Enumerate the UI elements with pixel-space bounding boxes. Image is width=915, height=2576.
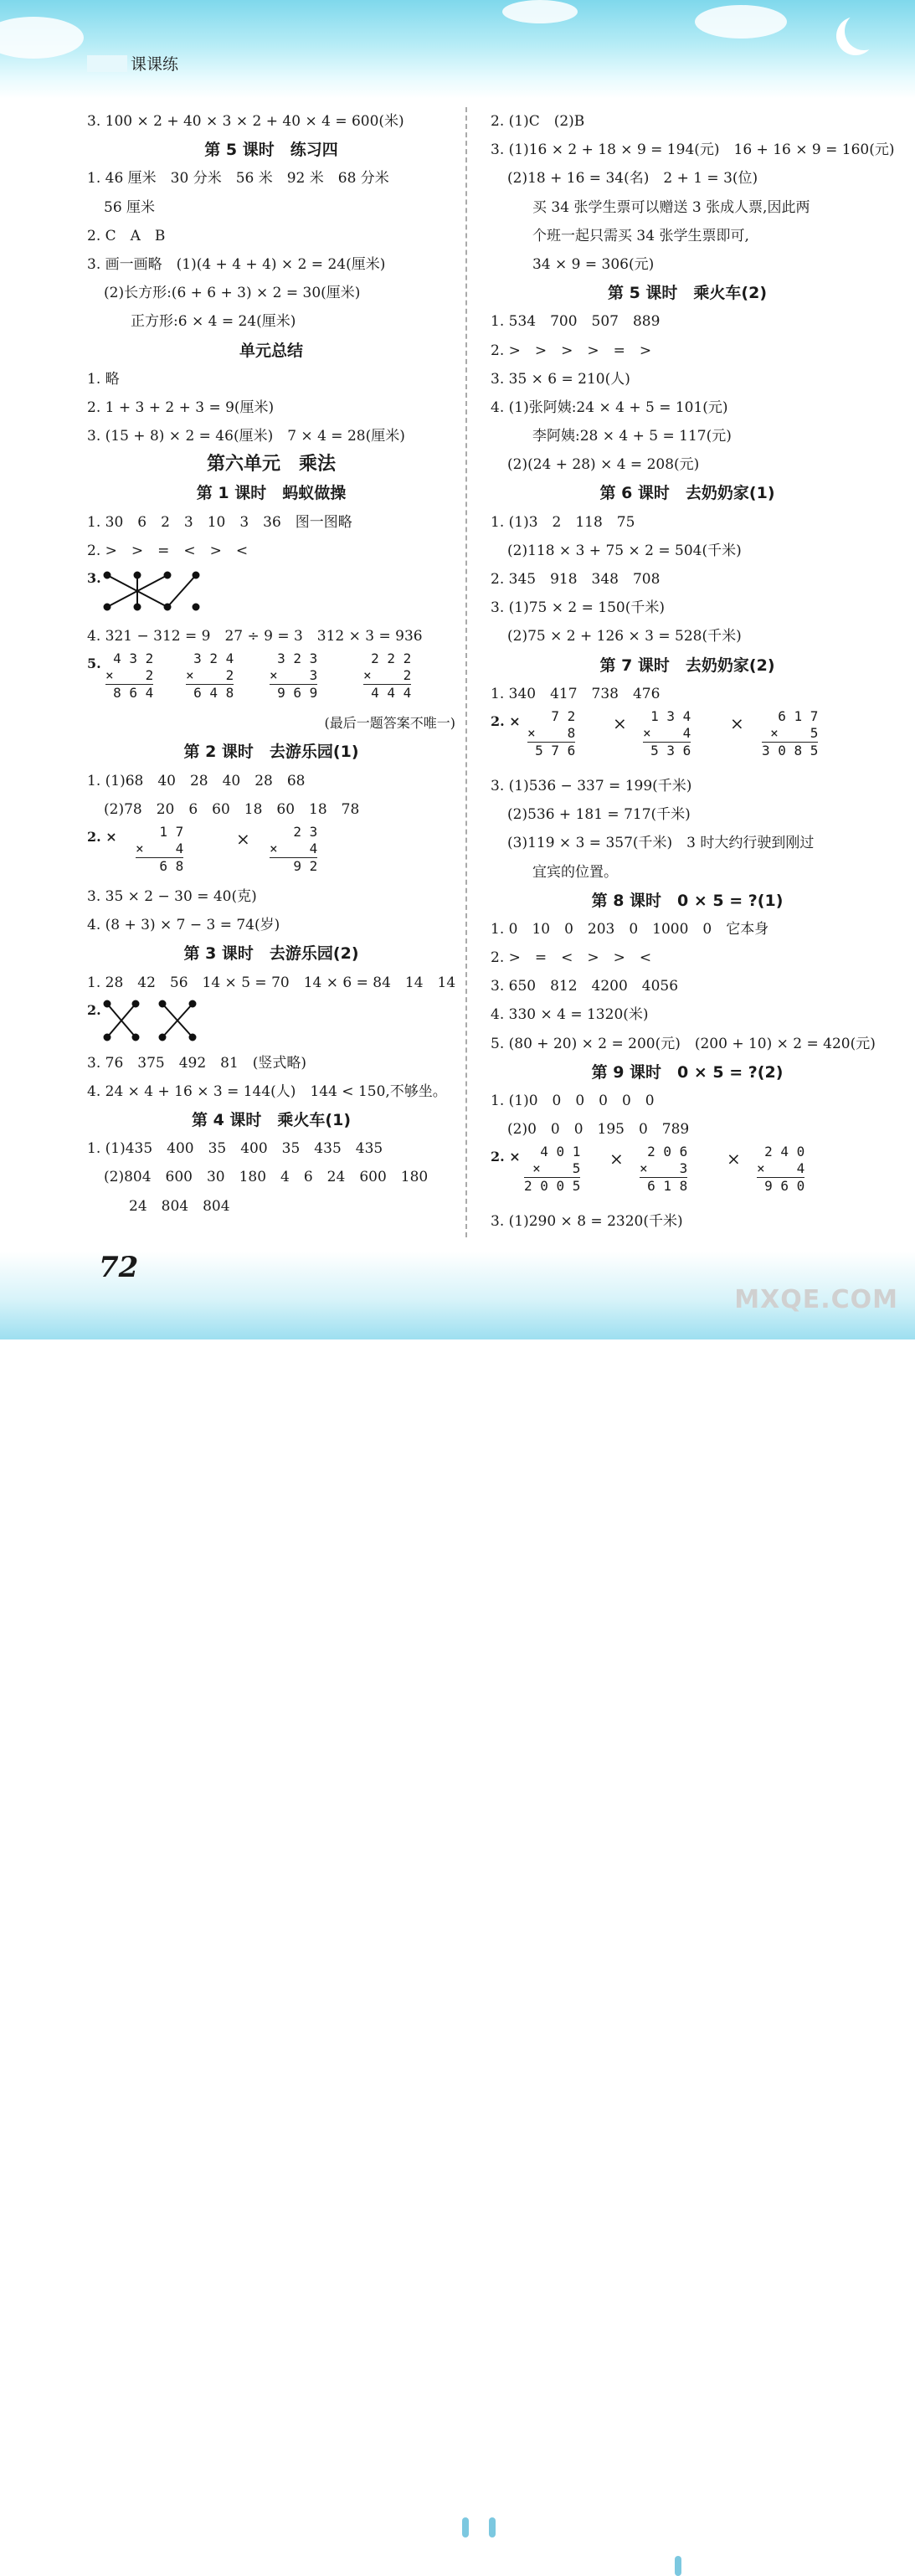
- brand-logo-icon: [87, 55, 127, 72]
- answer-line: 1. 46 厘米 30 分米 56 米 92 米 68 分米: [87, 170, 389, 188]
- column-divider: [465, 107, 467, 1237]
- multiplier-row: [270, 667, 317, 684]
- wrong-mark-icon: ×: [730, 712, 744, 733]
- vertical-multiplication: [762, 708, 818, 759]
- answer-line: 4. 24 × 4 + 16 × 3 = 144(人) 144 < 150,不够坐。: [87, 1082, 447, 1100]
- answer-line: (2)75 × 2 + 126 × 3 = 528(千米): [507, 628, 742, 645]
- section-heading: 第 5 课时 乘火车(2): [607, 284, 768, 303]
- vertical-multiplication-q2-lesson9: [491, 1144, 884, 1207]
- multiplier: 4: [175, 840, 184, 856]
- cloud-decoration: [502, 0, 578, 23]
- answer-line: 3. (1)16 × 2 + 18 × 9 = 194(元) 16 + 16 × 9 = 160(元): [491, 141, 895, 159]
- wrong-mark-icon: ×: [236, 828, 250, 849]
- multiplier-row: [640, 1160, 687, 1177]
- times-icon: ×: [186, 667, 194, 684]
- product: 3 0 8 5: [762, 742, 819, 758]
- vertical-multiplication: [363, 650, 411, 702]
- answer-line: 2. > > > > = >: [491, 342, 652, 359]
- moon-icon: [845, 12, 883, 50]
- section-heading: 第 9 课时 0 × 5 = ?(2): [591, 1062, 784, 1082]
- multiplier-row: [524, 1160, 580, 1177]
- tree-icon: [489, 2517, 496, 2537]
- answer-line: 正方形:6 × 4 = 24(厘米): [131, 313, 296, 331]
- answer-line: (2)0 0 0 195 0 789: [507, 1121, 690, 1139]
- cloud-decoration: [0, 17, 84, 59]
- multiplier: 3: [679, 1160, 688, 1177]
- section-heading: 第 5 课时 练习四: [204, 141, 338, 160]
- section-heading: 第 4 课时 乘火车(1): [191, 1111, 352, 1130]
- multiplier: 2: [403, 667, 412, 684]
- product: 8 6 4: [105, 684, 153, 702]
- wrong-mark-icon: ×: [727, 1149, 741, 1170]
- section-heading: 第 8 课时 0 × 5 = ?(1): [591, 891, 784, 910]
- times-icon: ×: [640, 1160, 648, 1177]
- matching-diagram-q2: [87, 997, 455, 1049]
- times-icon: ×: [363, 667, 372, 684]
- answer-line: 4. 321 − 312 = 9 27 ÷ 9 = 3 312 × 3 = 936: [87, 628, 423, 645]
- section-heading: 第 3 课时 去游乐园(2): [183, 944, 359, 964]
- times-icon: ×: [527, 724, 536, 741]
- multiplier-row: [527, 725, 575, 742]
- brand-text: 课课练: [131, 55, 179, 74]
- answer-line: 56 厘米: [104, 198, 156, 216]
- multiplier: 4: [309, 840, 318, 856]
- section-heading: 第六单元 乘法: [206, 454, 336, 476]
- answer-line: (2)(24 + 28) × 4 = 208(元): [507, 456, 700, 474]
- section-heading: 第 2 课时 去游乐园(1): [183, 743, 359, 762]
- answer-line: 1. (1)435 400 35 400 35 435 435: [87, 1140, 383, 1158]
- multiplier: 2: [145, 667, 154, 684]
- times-icon: ×: [757, 1160, 765, 1177]
- answer-line: 5. (80 + 20) × 2 = 200(元) (200 + 10) × 2 = 420(元): [491, 1035, 876, 1052]
- right-column: [491, 107, 895, 1237]
- answer-line: 2. > = < > > <: [491, 949, 652, 967]
- vertical-multiplication: [186, 650, 234, 702]
- answer-line: (2)长方形:(6 + 6 + 3) × 2 = 30(厘米): [104, 285, 361, 302]
- answer-line: 4. (8 + 3) × 7 − 3 = 74(岁): [87, 917, 280, 934]
- multiplicand: 2 2 2: [371, 650, 412, 667]
- left-section-2: [87, 738, 455, 824]
- tree-icon: [675, 2556, 681, 2576]
- answer-line: 宜宾的位置。: [532, 863, 618, 881]
- section-heading: 单元总结: [239, 341, 303, 360]
- multiplier: 3: [309, 667, 318, 684]
- left-section-3: [87, 882, 455, 997]
- multiplier-row: [186, 667, 234, 684]
- answer-line: (2)18 + 16 = 34(名) 2 + 1 = 3(位): [507, 170, 758, 188]
- multiplicand: 1 7: [159, 823, 184, 840]
- multiplicand: 7 2: [551, 707, 576, 724]
- multiplier: 5: [810, 724, 819, 741]
- answer-line: 4. (1)张阿姨:24 × 4 + 5 = 101(元): [491, 398, 728, 416]
- answer-line: 1. 30 6 2 3 10 3 36 图一图略: [87, 513, 352, 531]
- right-section-2: [491, 772, 884, 1144]
- vertical-multiplication: [524, 1144, 580, 1195]
- product: 9 6 9: [270, 684, 317, 702]
- matching-diagram-q3: [87, 565, 455, 622]
- multiplicand: 2 0 6: [647, 1144, 688, 1160]
- product: 6 4 8: [186, 684, 234, 702]
- multiplicand: 3 2 4: [193, 650, 234, 667]
- question-label: 2.: [87, 1001, 101, 1018]
- multiplier: 8: [567, 724, 576, 741]
- multiplier-row: [363, 667, 411, 684]
- answer-line: (2)78 20 6 60 18 60 18 78: [104, 800, 360, 818]
- answer-line: 1. 28 42 56 14 × 5 = 70 14 × 6 = 84 14 14: [87, 974, 456, 991]
- multiplier-row: [136, 841, 183, 857]
- multiplicand: 4 0 1: [540, 1144, 581, 1160]
- answer-line: (2)118 × 3 + 75 × 2 = 504(千米): [507, 542, 742, 559]
- vertical-multiplication: [757, 1144, 804, 1195]
- vertical-multiplication: [270, 824, 317, 875]
- answer-line: 1. (1)3 2 118 75: [491, 513, 635, 531]
- product: 9 6 0: [757, 1177, 804, 1195]
- left-section-1: [87, 107, 455, 565]
- answer-line: 买 34 张学生票可以赠送 3 张成人票,因此两: [532, 198, 810, 216]
- multiplier-row: [270, 841, 317, 857]
- left-section-4: [87, 1049, 455, 1221]
- right-section-1: [491, 107, 895, 708]
- answer-line: 3. 76 375 492 81 (竖式略): [87, 1054, 307, 1072]
- right-section-3: [491, 1207, 884, 1236]
- watermark: MXQE.COM: [734, 1285, 898, 1314]
- multiplier: 4: [682, 724, 691, 741]
- multiplicand: 2 3: [293, 823, 318, 840]
- cross-lines-icon: [102, 999, 211, 1042]
- answer-line: 1. 略: [87, 370, 120, 388]
- answer-line: 3. 35 × 2 − 30 = 40(克): [87, 887, 257, 905]
- question-label: 2. ×: [87, 828, 117, 845]
- answer-line: 3. 35 × 6 = 210(人): [491, 370, 630, 388]
- answer-line: 3. 650 812 4200 4056: [491, 978, 679, 995]
- multiplicand: 6 1 7: [778, 707, 819, 724]
- header-banner: [0, 0, 915, 99]
- answer-line: 2. (1)C (2)B: [491, 113, 585, 130]
- multiplier-row: [757, 1160, 804, 1177]
- matching-lines-icon: [102, 568, 211, 612]
- vertical-multiplication-q2: [87, 824, 455, 882]
- product: 5 7 6: [527, 742, 575, 759]
- brand-title: [87, 52, 178, 75]
- times-icon: ×: [105, 667, 114, 684]
- answer-line: 2. 1 + 3 + 2 + 3 = 9(厘米): [87, 398, 275, 416]
- answer-line: 1. (1)68 40 28 40 28 68: [87, 772, 306, 789]
- product: 6 8: [136, 857, 183, 875]
- question-label: 3.: [87, 570, 101, 586]
- product: 2 0 0 5: [524, 1178, 581, 1195]
- answer-line: 李阿姨:28 × 4 + 5 = 117(元): [532, 428, 732, 445]
- answer-line: 34 × 9 = 306(元): [532, 255, 655, 273]
- answer-line: 个班一起只需买 34 张学生票即可,: [532, 227, 749, 244]
- answer-line: 2. 345 918 348 708: [491, 571, 661, 588]
- question-label: 2. ×: [491, 1149, 521, 1165]
- answer-note: (最后一题答案不唯一): [324, 715, 455, 732]
- answer-line: (2)804 600 30 180 4 6 24 600 180: [104, 1169, 429, 1186]
- answer-line: 3. (1)290 × 8 = 2320(千米): [491, 1213, 683, 1231]
- multiplier-row: [643, 725, 691, 742]
- answer-line: 4. 330 × 4 = 1320(米): [491, 1006, 649, 1024]
- multiplicand: 2 4 0: [764, 1144, 805, 1160]
- vertical-multiplication: [270, 650, 317, 702]
- answer-line: 2. C A B: [87, 227, 166, 244]
- vertical-multiplication-q2-lesson7: [491, 708, 884, 772]
- multiplier: 4: [796, 1160, 805, 1177]
- vertical-multiplication-q5: [87, 650, 455, 709]
- section-heading: 第 6 课时 去奶奶家(1): [599, 484, 775, 503]
- answer-line: 24 804 804: [129, 1197, 230, 1215]
- question-label: 5.: [87, 656, 101, 672]
- answer-line: 1. 534 700 507 889: [491, 313, 661, 331]
- answer-line: (3)119 × 3 = 357(千米) 3 时大约行驶到刚过: [507, 835, 815, 852]
- product: 4 4 4: [363, 684, 411, 702]
- multiplier-row: [762, 725, 818, 742]
- answer-line: 3. 画一画略 (1)(4 + 4 + 4) × 2 = 24(厘米): [87, 255, 386, 273]
- product: 9 2: [270, 857, 317, 875]
- times-icon: ×: [532, 1160, 541, 1177]
- tree-icon: [462, 2517, 469, 2537]
- vertical-multiplication: [136, 824, 183, 875]
- vertical-multiplication: [640, 1144, 687, 1195]
- vertical-multiplication: [527, 708, 575, 759]
- answer-line: (2)536 + 181 = 717(千米): [507, 806, 691, 824]
- multiplier: 5: [572, 1160, 581, 1177]
- times-icon: ×: [643, 724, 651, 741]
- times-icon: ×: [136, 840, 144, 856]
- answer-line: 3. (15 + 8) × 2 = 46(厘米) 7 × 4 = 28(厘米): [87, 428, 405, 445]
- answer-line: 2. > > = < > <: [87, 542, 249, 559]
- multiplicand: 3 2 3: [277, 650, 318, 667]
- multiplier: 2: [225, 667, 234, 684]
- vertical-multiplication: [643, 708, 691, 759]
- question-label: 2. ×: [491, 712, 521, 729]
- cloud-decoration: [695, 5, 787, 39]
- answer-line: 1. 0 10 0 203 0 1000 0 它本身: [491, 920, 769, 938]
- section-heading: 第 7 课时 去奶奶家(2): [599, 656, 775, 675]
- product: 5 3 6: [643, 742, 691, 759]
- times-icon: ×: [770, 724, 779, 741]
- answer-line: 3. (1)75 × 2 = 150(千米): [491, 599, 665, 617]
- section-heading: 第 1 课时 蚂蚁做操: [196, 484, 347, 503]
- times-icon: ×: [270, 840, 278, 856]
- times-icon: ×: [270, 667, 278, 684]
- product: 6 1 8: [640, 1177, 687, 1195]
- answer-line: 3. 100 × 2 + 40 × 3 × 2 + 40 × 4 = 600(米): [87, 113, 404, 130]
- wrong-mark-icon: ×: [613, 712, 627, 733]
- left-column: [87, 107, 455, 1221]
- answer-line: 1. (1)0 0 0 0 0 0: [491, 1093, 655, 1109]
- page-number: 72: [99, 1251, 139, 1284]
- multiplicand: 4 3 2: [113, 650, 154, 667]
- multiplier-row: [105, 667, 153, 684]
- answer-line: 3. (1)536 − 337 = 199(千米): [491, 777, 692, 794]
- multiplicand: 1 3 4: [650, 707, 691, 724]
- vertical-multiplication: [105, 650, 153, 702]
- wrong-mark-icon: ×: [609, 1149, 624, 1170]
- answer-line: 1. 340 417 738 476: [491, 685, 661, 702]
